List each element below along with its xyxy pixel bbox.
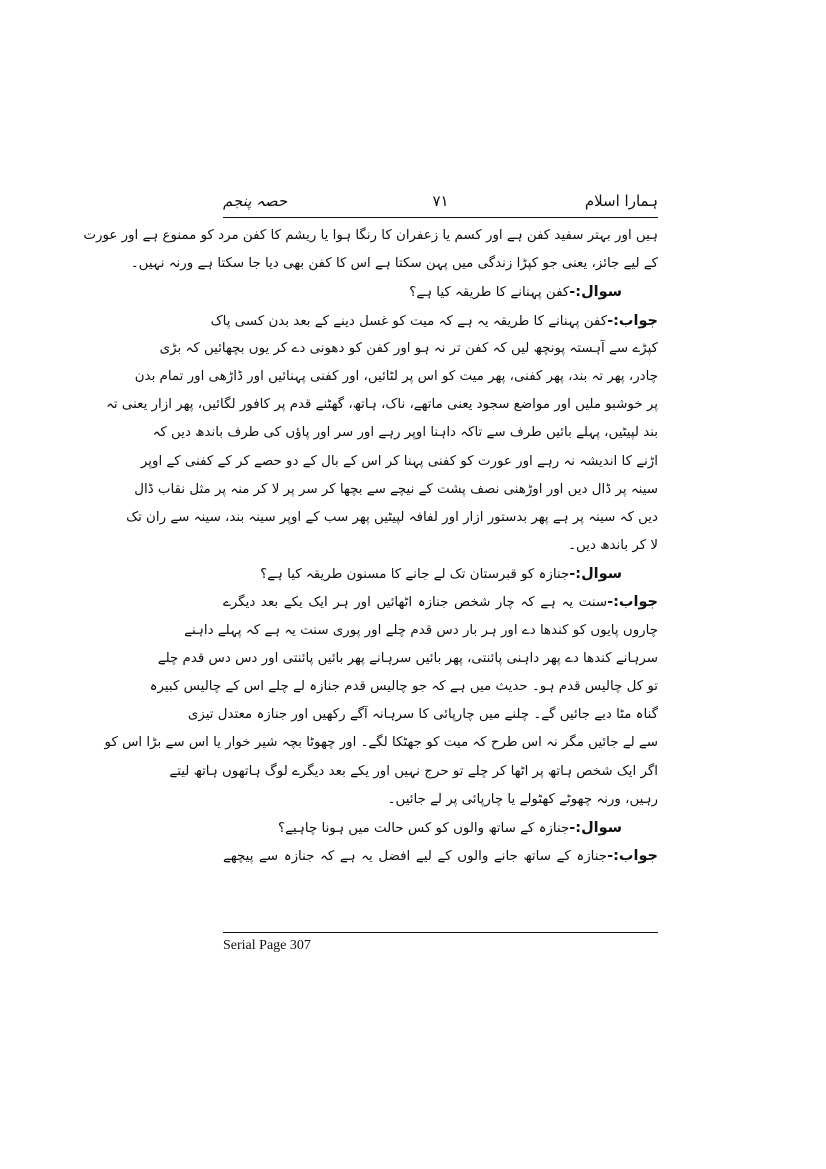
text-line — [106, 391, 658, 419]
book-page — [83, 188, 658, 966]
qa-label: سوال:- — [569, 284, 622, 301]
question-line — [223, 560, 658, 588]
page-number: ۷۱ — [432, 192, 449, 210]
line-text: چادر، پھر تہ بند، پھر کفنی، پھر میت کو اس پر لٹائیں، اور کفنی پہنائیں اور ڈاڑھی اور تمام بدن — [134, 368, 658, 384]
text-line — [223, 786, 658, 814]
line-text: جنازہ کو قبرستان تک لے جانے کا مسنون طریقہ کیا ہے؟ — [260, 567, 570, 583]
page-body — [83, 222, 658, 870]
line-text: بند لپیٹیں، پہلے بائیں طرف سے تاکہ داہنا اوپر رہے اور سر اور پاؤں کی طرف باندھ دیں کہ — [152, 425, 658, 441]
qa-label: جواب:- — [607, 312, 658, 329]
section-title: حصہ پنجم — [223, 192, 288, 210]
line-text: اگر ایک شخص ہاتھ پر اٹھا کر چلے تو حرج نہیں اور یکے بعد دیگرے لوگ ہاتھوں ہاتھ لیتے — [169, 763, 658, 779]
line-text: کفن پہنانے کا طریقہ کیا ہے؟ — [409, 285, 570, 301]
line-text: رہیں، ورنہ چھوٹے کھٹولے یا چارپائی پر لے جائیں۔ — [387, 791, 658, 807]
line-text: کپڑے سے آہستہ پونچھ لیں کہ کفن تر نہ ہو اور کفن کو دھونی دے کر یوں بچھائیں کہ بڑی — [159, 340, 658, 356]
text-line — [104, 729, 658, 757]
text-line — [159, 335, 658, 363]
line-text: گناہ مٹا دیے جائیں گے۔ چلنے میں چارپائی کا سرہانہ آگے رکھیں اور جنازہ معتدل تیزی — [187, 707, 658, 723]
line-text: تو کل چالیس قدم ہو۔ حدیث میں ہے کہ جو چالیس قدم جنازہ لے چلے اس کے چالیس کبیرہ — [149, 679, 658, 694]
line-text: پر خوشبو ملیں اور مواضع سجود یعنی ماتھے، ناک، ہاتھ، گھٹنے قدم پر کافور لگائیں، پھر ازار یعنی تہ — [106, 397, 658, 413]
running-header — [223, 188, 658, 216]
question-line — [223, 278, 658, 306]
line-text: لا کر باندھ دیں۔ — [568, 538, 658, 554]
text-line — [152, 419, 658, 447]
serial-page-label: Serial Page 307 — [223, 938, 311, 953]
line-text: سنت یہ ہے کہ چار شخص جنازہ اٹھائیں اور ہر ایک یکے بعد دیگرے — [223, 595, 608, 611]
line-text: سرہانے کندھا دے پھر داہنی پائنتی، پھر بائیں سرہانے پھر بائیں پائنتی اور دس دس قدم چلے — [157, 650, 658, 666]
text-line — [140, 448, 658, 476]
text-line — [223, 532, 658, 560]
line-text: کفن پہنانے کا طریقہ یہ ہے کہ میت کو غسل دینے کے بعد بدن کسی پاک — [210, 313, 608, 329]
text-line — [134, 363, 658, 391]
text-line — [184, 617, 658, 645]
qa-label: جواب:- — [607, 594, 658, 611]
text-line — [83, 222, 658, 250]
line-text: کے لیے جائز، یعنی جو کپڑا زندگی میں پہن سکتا ہے اس کا کفن بھی دیا جا سکتا ہے ورنہ نہیں۔ — [130, 256, 658, 272]
answer-line — [223, 588, 658, 616]
qa-label: سوال:- — [569, 566, 622, 583]
line-text: دیں کہ سینہ پر ہے پھر بدستور ازار اور لفافہ لپیٹیں پھر سب کے اوپر سینہ بند، سینہ سے ران تک — [126, 509, 658, 525]
text-line — [130, 250, 658, 278]
line-text: چاروں پایوں کو کندھا دے اور ہر بار دس قدم چلے اور پوری سنت یہ ہے کہ پہلے داہنے — [184, 622, 658, 638]
text-line — [134, 476, 658, 504]
text-line — [169, 758, 658, 786]
qa-label: سوال:- — [569, 819, 622, 836]
line-text: اڑنے کا اندیشہ نہ رہے اور عورت کو کفنی پہنا کر اس کے بال کے دو حصے کر کے کفنی کے اوپر — [140, 453, 658, 469]
header-rule — [223, 217, 658, 218]
text-line — [126, 504, 658, 532]
text-line — [157, 645, 658, 673]
answer-line — [210, 307, 658, 335]
line-text: ہیں اور بہتر سفید کفن ہے اور کسم یا زعفران کا رنگا ہوا یا ریشم کا کفن مرد کو ممنوع ہے اور عورت — [83, 228, 658, 243]
line-text: جنازہ کے ساتھ والوں کو کس حالت میں ہونا چاہیے؟ — [278, 820, 570, 836]
footer-rule — [223, 932, 658, 933]
qa-label: جواب:- — [607, 848, 658, 865]
line-text: سینہ پر ڈال دیں اور اوڑھنی نصف پشت کے نیچے سے بچھا کر سر پر لا کر منہ پر مثل نقاب ڈال — [134, 481, 658, 497]
book-title: ہمارا اسلام — [584, 192, 658, 210]
line-text: سے لے جائیں مگر نہ اس طرح کہ میت کو جھٹکا لگے۔ اور چھوٹا بچہ شیر خوار یا اس سے بڑا اس کو — [104, 735, 658, 751]
text-line — [149, 673, 658, 701]
answer-line — [223, 842, 658, 870]
line-text: جنازہ کے ساتھ جانے والوں کے لیے افضل یہ ہے کہ جنازہ سے پیچھے — [223, 849, 608, 865]
question-line — [223, 814, 658, 842]
text-line — [187, 701, 658, 729]
